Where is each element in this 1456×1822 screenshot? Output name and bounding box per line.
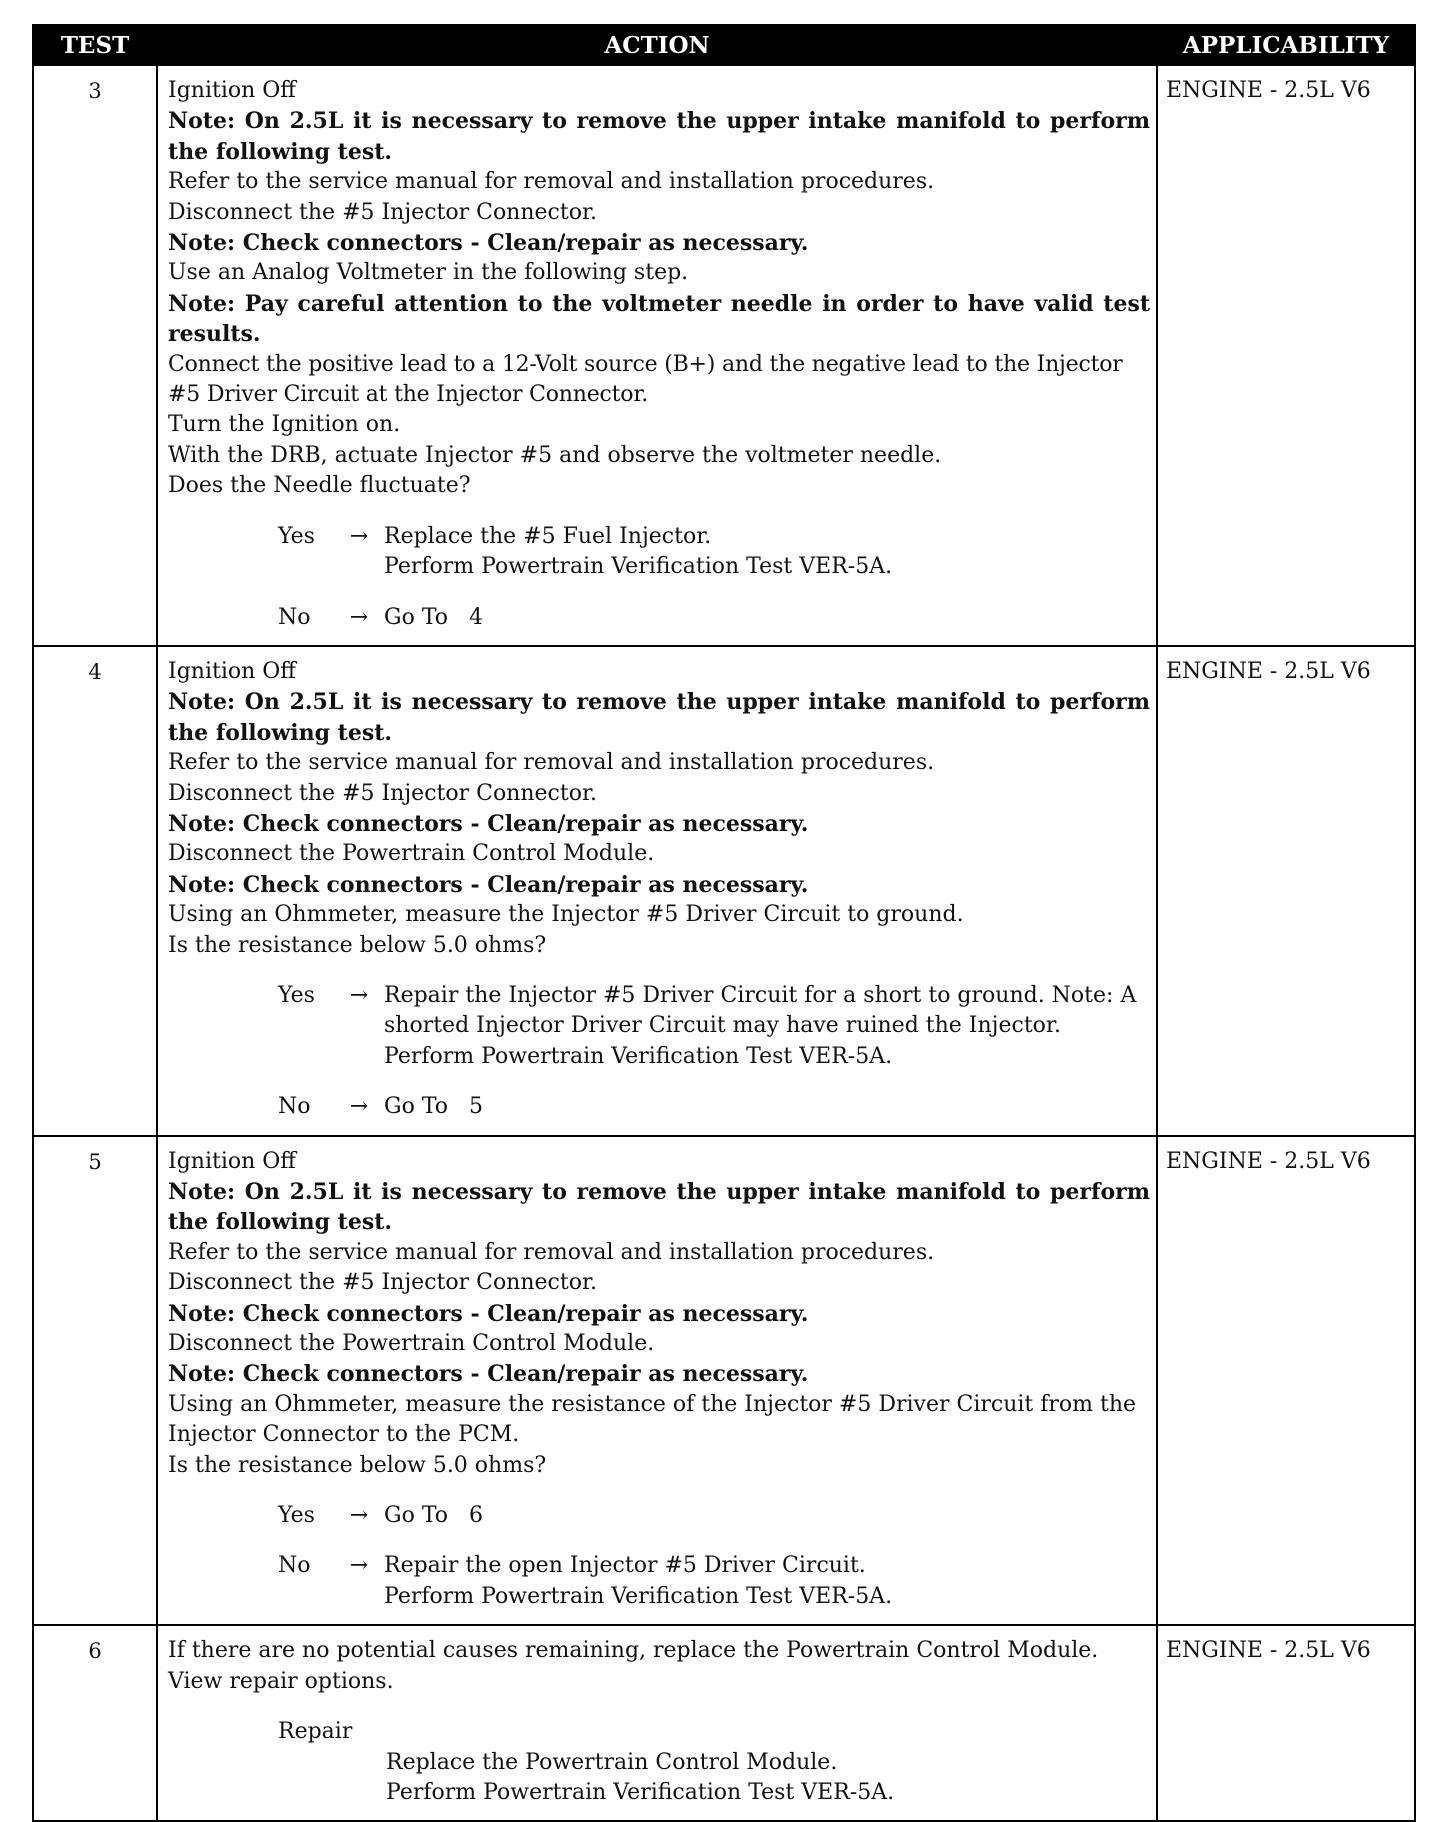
step-text: Disconnect the #5 Injector Connector. <box>168 780 598 806</box>
table-row <box>33 1136 1415 1626</box>
test-number: 3 <box>33 65 157 646</box>
step-text: Disconnect the #5 Injector Connector. <box>168 1270 598 1296</box>
no-outcome <box>168 603 1150 633</box>
test-number: 6 <box>33 1625 157 1821</box>
arrow-icon: → <box>349 523 369 549</box>
header-applicability: APPLICABILITY <box>1157 25 1415 65</box>
step-text: Connect the positive lead to a 12-Volt source (B+) and the negative lead to the Injector #5 Driver Circuit at the Injector Connector. <box>168 351 1123 408</box>
table-row <box>33 65 1415 646</box>
note-text: Note: Check connectors - Clean/repair as necessary. <box>168 1300 809 1327</box>
arrow-icon: → <box>349 1553 369 1579</box>
table-row <box>33 646 1415 1136</box>
repair-label: Repair <box>278 1719 353 1745</box>
result-line: Go To 5 <box>384 1094 483 1120</box>
step-text: Disconnect the #5 Injector Connector. <box>168 199 598 225</box>
arrow-icon: → <box>349 604 369 630</box>
yes-outcome <box>168 981 1150 1072</box>
test-number: 4 <box>33 646 157 1136</box>
yes-result <box>384 1501 1150 1531</box>
arrow-icon: → <box>349 1503 369 1529</box>
no-result <box>384 603 1150 633</box>
result-line: Perform Powertrain Verification Test VER-5A. <box>384 1583 893 1609</box>
applicability-cell: ENGINE - 2.5L V6 <box>1157 646 1415 1136</box>
question-text: Does the Needle fluctuate? <box>168 473 471 499</box>
yes-outcome <box>168 522 1150 583</box>
repair-line: Replace the Powertrain Control Module. <box>386 1749 838 1775</box>
header-test: TEST <box>33 25 157 65</box>
test-number: 5 <box>33 1136 157 1626</box>
result-line: Go To 6 <box>384 1503 483 1529</box>
applicability-cell: ENGINE - 2.5L V6 <box>1157 65 1415 646</box>
no-result <box>384 1551 1150 1612</box>
yes-label: Yes <box>278 523 315 549</box>
question-text: Is the resistance below 5.0 ohms? <box>168 1452 547 1478</box>
no-outcome <box>168 1092 1150 1122</box>
no-label: No <box>278 1553 311 1579</box>
result-line: Repair the open Injector #5 Driver Circuit. <box>384 1553 866 1579</box>
step-text: If there are no potential causes remaining, replace the Powertrain Control Module. View repair options. <box>168 1638 1099 1694</box>
step-text: Ignition Off <box>168 1148 296 1174</box>
note-text: Note: On 2.5L it is necessary to remove the upper intake manifold to perform the following test. <box>168 108 1150 165</box>
result-line: Repair the Injector #5 Driver Circuit for a short to ground. Note: A shorted Injector Driver Circuit may have ruined the Injector. <box>384 982 1137 1039</box>
action-cell <box>157 646 1157 1136</box>
step-text: Disconnect the Powertrain Control Module. <box>168 841 655 867</box>
step-text: Ignition Off <box>168 78 296 103</box>
note-text: Note: Check connectors - Clean/repair as necessary. <box>168 810 809 837</box>
no-label: No <box>278 604 311 630</box>
step-text: Using an Ohmmeter, measure the Injector #5 Driver Circuit to ground. <box>168 902 964 928</box>
result-line: Replace the #5 Fuel Injector. <box>384 523 712 549</box>
table-header-row <box>33 25 1415 65</box>
header-action: ACTION <box>157 25 1157 65</box>
note-text: Note: On 2.5L it is necessary to remove the upper intake manifold to perform the following test. <box>168 689 1150 746</box>
note-text: Note: Pay careful attention to the voltmeter needle in order to have valid test results. <box>168 290 1150 348</box>
action-cell <box>157 65 1157 646</box>
no-result <box>384 1092 1150 1122</box>
step-text: Refer to the service manual for removal and installation procedures. <box>168 750 935 776</box>
result-line: Go To 4 <box>384 604 483 630</box>
step-text: Turn the Ignition on. <box>168 412 401 438</box>
step-text: Use an Analog Voltmeter in the following step. <box>168 260 689 286</box>
yes-label: Yes <box>278 1503 315 1529</box>
step-text: With the DRB, actuate Injector #5 and observe the voltmeter needle. <box>168 442 942 468</box>
note-text: Note: Check connectors - Clean/repair as necessary. <box>168 871 809 898</box>
no-label: No <box>278 1094 311 1120</box>
step-text: Ignition Off <box>168 658 296 684</box>
action-cell <box>157 1136 1157 1626</box>
result-line: Perform Powertrain Verification Test VER-5A. <box>384 554 893 580</box>
diagnostic-table <box>32 24 1416 1822</box>
arrow-icon: → <box>349 982 369 1008</box>
note-text: Note: On 2.5L it is necessary to remove the upper intake manifold to perform the following test. <box>168 1179 1150 1236</box>
step-text: Refer to the service manual for removal and installation procedures. <box>168 1239 935 1265</box>
repair-line: Perform Powertrain Verification Test VER-5A. <box>386 1779 895 1805</box>
diagnostic-table-page <box>32 24 1414 1822</box>
table-row <box>33 1625 1415 1821</box>
action-cell <box>157 1625 1157 1821</box>
arrow-icon: → <box>349 1094 369 1120</box>
yes-result <box>384 981 1150 1072</box>
no-outcome <box>168 1551 1150 1612</box>
result-line: Perform Powertrain Verification Test VER-5A. <box>384 1043 893 1069</box>
step-text: Refer to the service manual for removal and installation procedures. <box>168 169 935 195</box>
step-text: Disconnect the Powertrain Control Module. <box>168 1331 655 1357</box>
yes-result <box>384 522 1150 583</box>
yes-outcome <box>168 1501 1150 1531</box>
note-text: Note: Check connectors - Clean/repair as necessary. <box>168 230 809 257</box>
yes-label: Yes <box>278 982 315 1008</box>
question-text: Is the resistance below 5.0 ohms? <box>168 932 547 958</box>
step-text: Using an Ohmmeter, measure the resistance of the Injector #5 Driver Circuit from the Injector Connector to the PCM. <box>168 1391 1137 1448</box>
applicability-cell: ENGINE - 2.5L V6 <box>1157 1625 1415 1821</box>
applicability-cell: ENGINE - 2.5L V6 <box>1157 1136 1415 1626</box>
note-text: Note: Check connectors - Clean/repair as necessary. <box>168 1361 809 1388</box>
